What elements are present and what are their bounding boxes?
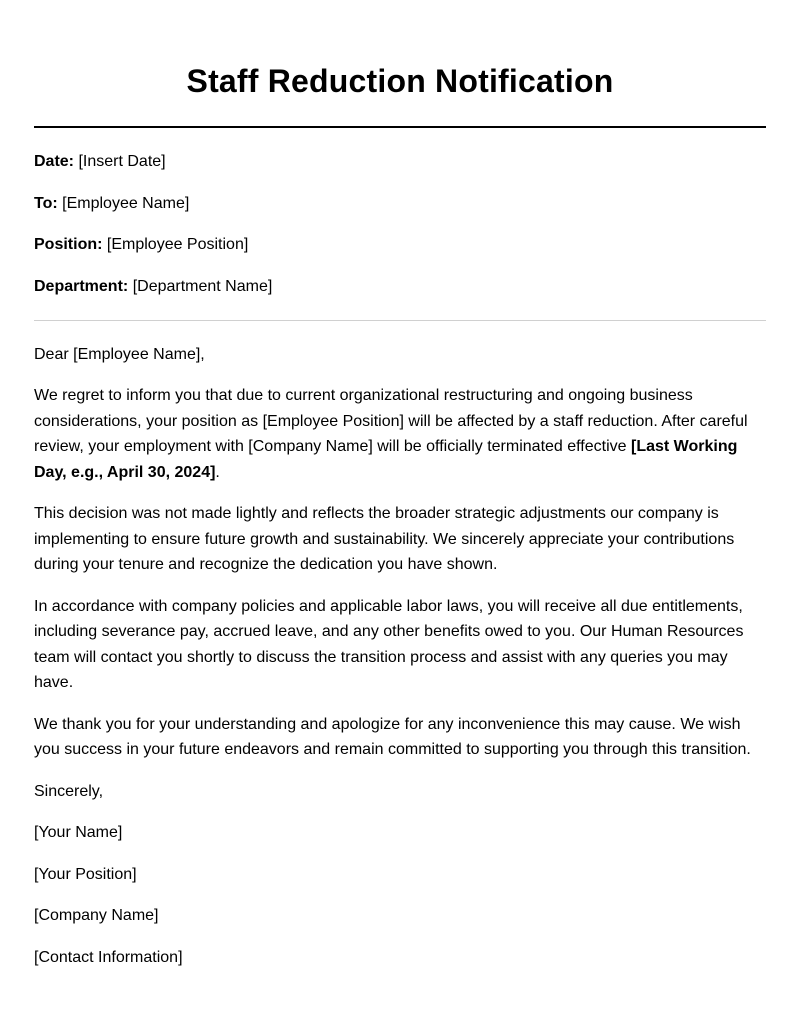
paragraph-1-text: We regret to inform you that due to current organizational restructuring and ongoing business considerations, your position as [Employee Position] will be affected by a staff reduction. After careful review, your employment with [Company Name] will be officially terminated effective (34, 387, 748, 455)
signature-name: [Your Name] (34, 824, 123, 841)
paragraph-1 (34, 383, 766, 485)
title-divider (34, 126, 766, 128)
paragraph-4: We thank you for your understanding and apologize for any inconvenience this may cause. We wish you success in your future endeavors and remain committed to supporting you through this transition. (34, 715, 751, 758)
meta-department-value: [Department Name] (132, 277, 273, 295)
meta-date (34, 152, 766, 172)
signature-company: [Company Name] (34, 907, 159, 924)
meta-department (34, 277, 766, 297)
salutation: Dear [Employee Name], (34, 345, 205, 363)
closing: Sincerely, (34, 782, 104, 800)
paragraph-3: In accordance with company policies and applicable labor laws, you will receive all due entitlements, including severance pay, accrued leave, and any other benefits owed to you. Our Human Resources team will contact you shortly to discuss the transition process and assist with any queries you may have. (34, 597, 744, 691)
paragraph-2: This decision was not made lightly and reflects the broader strategic adjustments our company is implementing to ensure future growth and sustainability. We sincerely appreciate your contributions during your tenure and recognize the dedication you have shown. (34, 505, 735, 573)
meta-position-label: Position: (34, 236, 103, 253)
meta-position (34, 235, 766, 255)
meta-to-value: [Employee Name] (62, 194, 190, 212)
meta-position-value: [Employee Position] (106, 236, 249, 253)
meta-to-label: To: (34, 194, 58, 212)
signature-position: [Your Position] (34, 865, 137, 883)
meta-department-label: Department: (34, 277, 129, 295)
document-title: Staff Reduction Notification (186, 63, 614, 99)
last-working-day: [Last Working Day, e.g., April 30, 2024] (34, 438, 738, 481)
meta-date-label: Date: (34, 153, 75, 170)
paragraph-1-end: . (215, 463, 220, 481)
meta-date-value: [Insert Date] (78, 153, 166, 170)
meta-divider (34, 320, 766, 321)
meta-to (34, 194, 766, 214)
signature-contact: [Contact Information] (34, 948, 183, 966)
